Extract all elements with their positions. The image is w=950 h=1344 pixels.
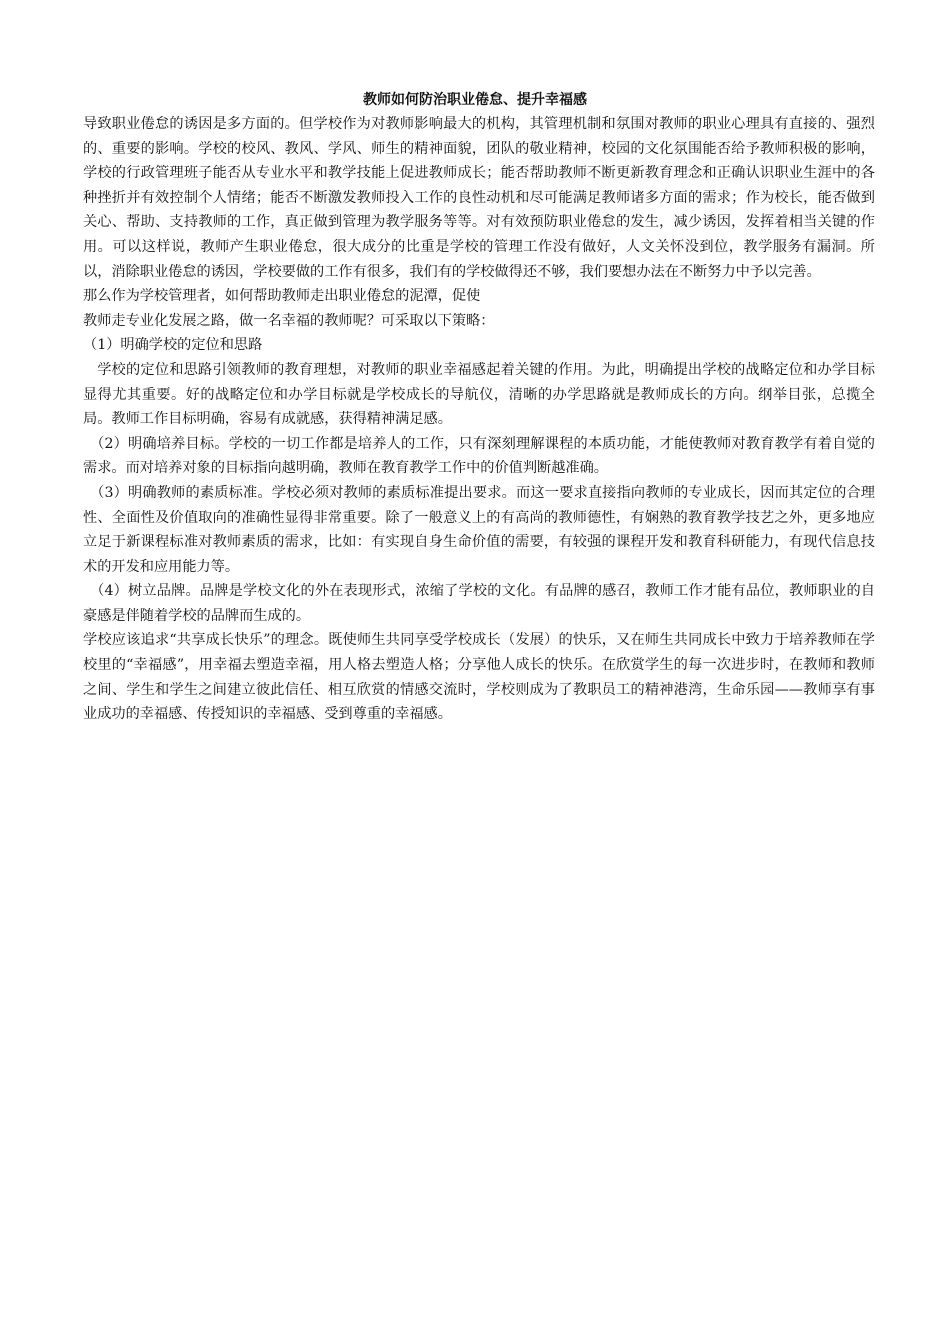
paragraph-intro: 导致职业倦怠的诱因是多方面的。但学校作为对教师影响最大的机构，其管理机制和氛围对教师的职业心理具有直接的、强烈的、重要的影响。学校的校风、教风、学风、师生的精神面貌，团队的敬业精神，校园的文化氛围能否给予教师积极的影响，学校的行政管理班子能否从专业水平和教学技能上促进教师成长；能否帮助教师不断更新教育理念和正确认识职业生涯中的各种挫折并有效控制个人情绪；能否不断激发教师投入工作的良性动机和尽可能满足教师诸多方面的需求；作为校长，能否做到关心、帮助、支持教师的工作，真正做到管理为教学服务等等。对有效预防职业倦怠的发生，减少诱因，发挥着相当关键的作用。可以这样说，教师产生职业倦怠，很大成分的比重是学校的管理工作没有做好，人文关怀没到位，教学服务有漏洞。所以，消除职业倦怠的诱因，学校要做的工作有很多，我们有的学校做得还不够，我们要想办法在不断努力中予以完善。 xyxy=(83,116,875,280)
paragraph-strategy-1: 学校的定位和思路引领教师的教育理想，对教师的职业幸福感起着关键的作用。为此，明确提出学校的战略定位和办学目标显得尤其重要。好的战略定位和办学目标就是学校成长的导航仪，清晰的办学思路就是教师成长的方向。纲举目张，总揽全局。教师工作目标明确，容易有成就感，获得精神满足感。 xyxy=(83,361,875,428)
paragraph-strategy-4: （4）树立品牌。品牌是学校文化的外在表现形式，浓缩了学校的文化。有品牌的感召，教师工作才能有品位，教师职业的自豪感是伴随着学校的品牌而生成的。 xyxy=(83,583,875,624)
paragraph-conclusion: 学校应该追求“共享成长快乐”的理念。既使师生共同享受学校成长（发展）的快乐，又在师生共同成长中致力于培养教师在学校里的“幸福感”，用幸福去塑造幸福，用人格去塑造人格；分享他人成长的快乐。在欣赏学生的每一次进步时，在教师和教师之间、学生和学生之间建立彼此信任、相互欣赏的情感交流时，学校则成为了教职员工的精神港湾，生命乐园——教师享有事业成功的幸福感、传授知识的幸福感、受到尊重的幸福感。 xyxy=(83,632,875,723)
document-title: 教师如何防治职业倦怠、提升幸福感 xyxy=(363,92,587,108)
strategy-heading-1: （1）明确学校的定位和思路 xyxy=(83,337,263,354)
document-body xyxy=(83,112,875,727)
paragraph-question-line-1: 那么作为学校管理者，如何帮助教师走出职业倦怠的泥潭，促使 xyxy=(83,288,481,305)
paragraph-strategy-2: （2）明确培养目标。学校的一切工作都是培养人的工作，只有深刻理解课程的本质功能，才能使教师对教育教学有着自觉的需求。而对培养对象的目标指向越明确，教师在教育教学工作中的价值判断越准确。 xyxy=(83,435,875,477)
paragraph-strategy-3: （3）明确教师的素质标准。学校必须对教师的素质标准提出要求。而这一要求直接指向教师的专业成长，因而其定位的合理性、全面性及价值取向的准确性显得非常重要。除了一般意义上的有高尚的教师德性，有娴熟的教育教学技艺之外，更多地应立足于新课程标准对教师素质的需求，比如：有实现自身生命价值的需要，有较强的课程开发和教育科研能力，有现代信息技术的开发和应用能力等。 xyxy=(83,484,875,575)
paragraph-question-line-2: 教师走专业化发展之路，做一名幸福的教师呢？可采取以下策略： xyxy=(83,312,495,329)
